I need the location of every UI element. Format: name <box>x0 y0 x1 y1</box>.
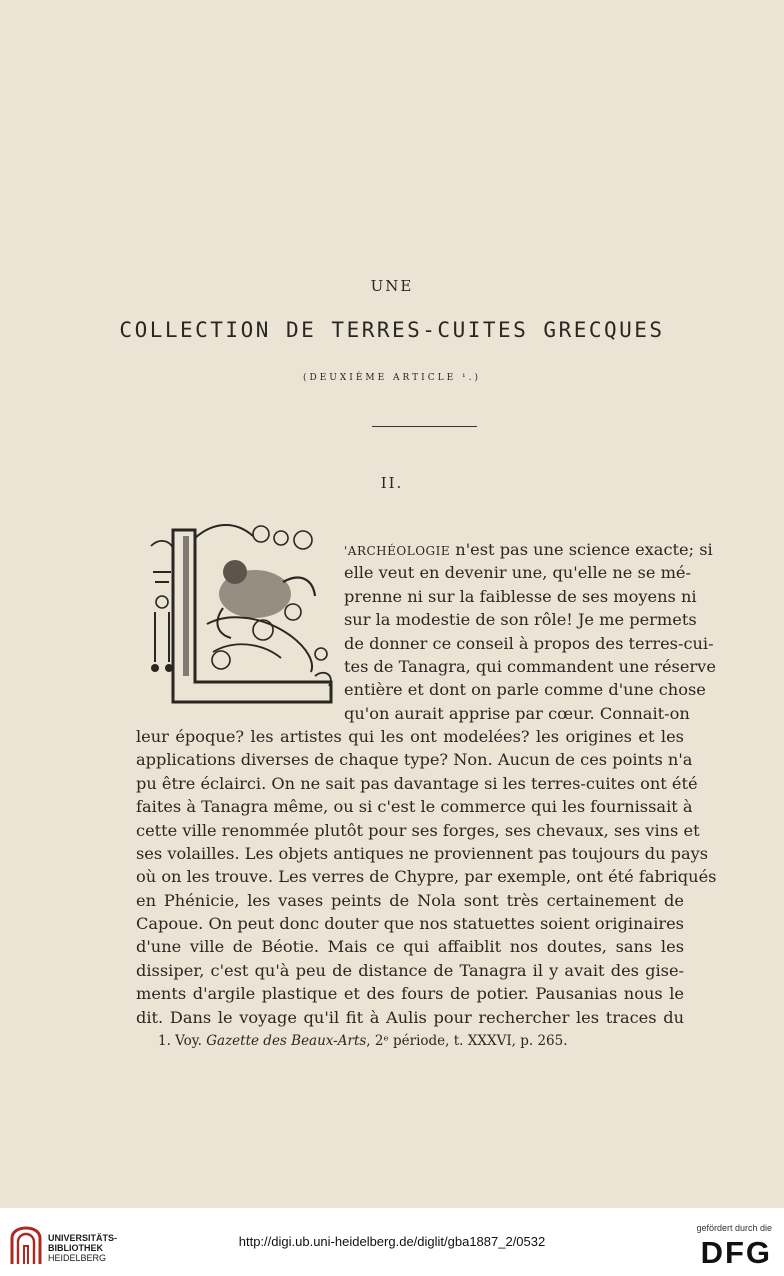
text-line: dit. Dans le voyage qu'il fit à Aulis pour rechercher les traces du <box>136 1007 684 1027</box>
text-line: elle veut en devenir une, qu'elle ne se mé- <box>344 563 691 583</box>
pre-title: UNE <box>370 277 414 295</box>
text-line: sur la modestie de son rôle! Je me permets <box>344 610 697 630</box>
title-rule <box>372 426 477 427</box>
text-line: entière et dont on parle comme d'une chose <box>344 680 706 700</box>
article-subtitle: (DEUXIÈME ARTICLE ¹.) <box>302 373 481 383</box>
text-line: ses volailles. Les objets antiques ne proviennent pas toujours du pays <box>136 843 709 863</box>
dfg-logo: DFG <box>700 1235 772 1270</box>
section-number: II. <box>380 474 404 492</box>
journal-title: Gazette des Beaux-Arts <box>206 1033 367 1049</box>
text-line: faites à Tanagra même, ou si c'est le commerce qui les fournissait à <box>136 797 693 817</box>
footnote: 1. Voy. Gazette des Beaux-Arts, 2ᵉ période, t. XXXVI, p. 265. <box>158 1033 568 1049</box>
text-line: leur époque? les artistes qui les ont modelées? les origines et les <box>136 727 684 746</box>
university-library-name: UNIVERSITÄTS- BIBLIOTHEK HEIDELBERG <box>48 1233 118 1263</box>
text-line: d'une ville de Béotie. Mais ce qui affaiblit nos doutes, sans les <box>136 937 684 957</box>
text-line: en Phénicie, les vases peints de Nola sont très certainement de <box>136 890 684 910</box>
text-line: Capoue. On peut donc douter que nos statuettes soient originaires <box>136 914 684 933</box>
text-line: pu être éclairci. On ne sait pas davantage si les terres-cuites ont été <box>136 773 698 793</box>
text-line: dissiper, c'est qu'à peu de distance de Tanagra il y avait des gise- <box>136 960 684 980</box>
decorated-initial-letter <box>143 512 337 706</box>
text-line: applications diverses de chaque type? Non. Aucun de ces points n'a <box>136 750 693 770</box>
text-line: prenne ni sur la faiblesse de ses moyens ni <box>344 586 697 606</box>
permalink-url[interactable]: http://digi.ub.uni-heidelberg.de/diglit/gba1887_2/0532 <box>238 1234 546 1249</box>
text-line: où on les trouve. Les verres de Chypre, par exemple, ont été fabriqués <box>136 867 717 887</box>
text-line: tes de Tanagra, qui commandent une réserve <box>344 656 716 676</box>
text-line: qu'on aurait apprise par cœur. Connait-on <box>344 703 690 723</box>
small-caps-word: 'ARCHÉOLOGIE <box>344 544 451 558</box>
text-line: de donner ce conseil à propos des terres-cui- <box>344 633 714 653</box>
text-line: cette ville renommée plutôt pour ses forges, ses chevaux, ses vins et <box>136 820 700 840</box>
text-line: ments d'argile plastique et des fours de potier. Pausanias nous le <box>136 984 684 1004</box>
text-line: 'ARCHÉOLOGIE n'est pas une science exacte; si <box>344 540 713 559</box>
funding-note: gefördert durch die <box>696 1223 772 1233</box>
article-title: COLLECTION DE TERRES-CUITES GRECQUES <box>119 318 665 342</box>
